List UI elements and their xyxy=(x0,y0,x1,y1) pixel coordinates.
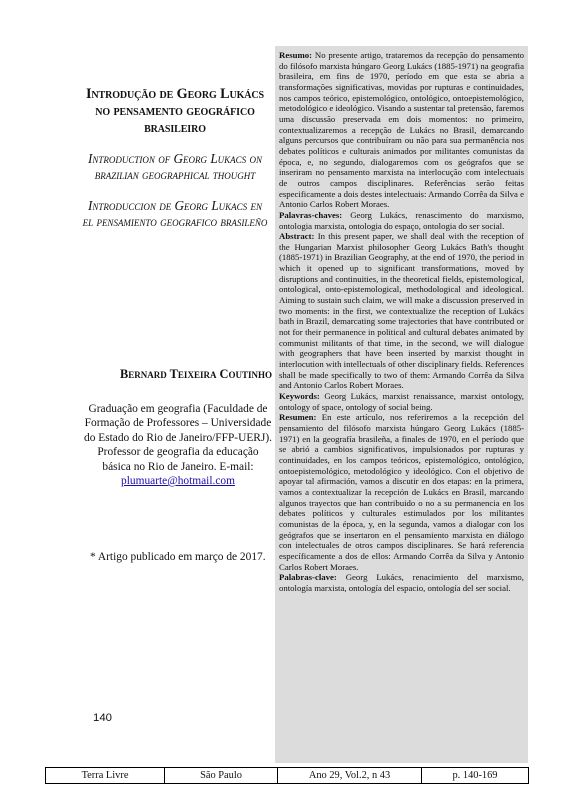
palavras-paragraph xyxy=(279,210,524,231)
palabras-label: Palabras-clave: xyxy=(279,572,337,583)
footer-city: São Paulo xyxy=(165,768,278,783)
keywords-text: Georg Lukács, marxist renaissance, marxist ontology, ontology of space, ontology of social being. xyxy=(279,391,524,412)
footer-journal: Terra Livre xyxy=(46,768,165,783)
palabras-text: Georg Lukács, renacimiento del marxismo, ontología marxista, ontología del espacio, ontología del ser social. xyxy=(279,572,524,593)
page-number: 140 xyxy=(93,712,113,724)
footer-volume: Ano 29, Vol.2, n 43 xyxy=(278,768,422,783)
publication-note: * Artigo publicado em março de 2017. xyxy=(90,551,266,563)
title-english: Introduction of Georg Lukacs on brazilian geographical thought xyxy=(88,151,262,182)
resumo-text: No presente artigo, trataremos da recepção do pensamento do filósofo marxista húngaro Georg Lukács (1885-1971) na geografia brasileira, em fins de 1970, período em que esta se abria a transformações significativas, movidas por rupturas e continuidades, nos campos teórico, epistemológico, ontológico, ontoepistemológico, metodológico e ideológico. Visando a sustentar tal pretensão, faremos uma discussão preservada em dois momentos: no primeiro, contextualizaremos a recepção de Lukács no Brasil, demarcando alguns percursos que contribuíram ou não para sua permanência nos debates políticos e culturais animados por militantes comunistas da época, e, no segundo, dialogaremos com os geógrafos que se inseriram no pensamento marxista na interlocução com intelectuais de outros campos disciplinares. Referências serão feitas especificamente a dois destes intelectuais: Armando Corrêa da Silva e Antonio Carlos Robert Moraes. xyxy=(279,50,524,210)
footer-pages: p. 140-169 xyxy=(452,770,498,781)
resumen-text: En este artículo, nos referiremos a la recepción del pensamiento del filósofo marxista húngaro Georg Lukács (1885-1971) en la geografía brasileña, a finales de 1970, en el período que se abrió a cambios significativos, impulsionados por rupturas y continuidades, en los campos teóricos, epistemológico, ontológico, ontoepistemológico, metodológico y ideológico. Con el objetivo de apoyar tal afirmación, vamos a discutir en dos etapas: en la primera, vamos a contextualizar la recepción de Lukács en Brasil, marcando algunos trayectos que han contribuido o no a su permanencia en los debates políticos y culturales estimulados por los militantes comunistas de la época, y, en la segunda, vamos a dialogar con los geógrafos que se insertaron en el pensamiento marxista en diálogo con intelectuales de otros campos disciplinares. Se hará referencia específicamente a dos de ellos: Armando Corrêa da Silva y Antonio Carlos Robert Moraes. xyxy=(279,412,524,572)
abstract-label: Abstract: xyxy=(279,231,315,242)
resumo-paragraph xyxy=(279,50,524,210)
title-block xyxy=(82,86,268,244)
palabras-paragraph xyxy=(279,572,524,593)
title-spanish: Introduccion de Georg Lukacs en el pensamiento geografico brasileño xyxy=(82,198,268,229)
keywords-paragraph xyxy=(279,391,524,412)
abstract-text: In this present paper, we shall deal with the reception of the Hungarian Marxist philosopher Georg Lukács Bath's thought (1885-1971) in Brazilian Geography, at the end of 1970, the period in which it opened up to significant transformations, moved by disruptions and continuities, in the theoretical fields, epistemological, ontological, onto-epistemological, methodological and ideological. Aiming to sustain such claim, we will make a discussion preserved in two moments: in the first, we contextualize the reception of Lukács bath in Brazil, demarcating some trajectories that have contributed or not for their permanence in political and cultural debates animated by communist militants of that time, in the second, we will dialogue with geographers that have been inserted by marxist thought in interlocution with intellectuals of other disciplinary fields. References shall be made specifically to two of them: Armando Corrêa da Silva and Antonio Carlos Robert Moraes. xyxy=(279,231,525,391)
abstract-paragraph xyxy=(279,231,524,391)
keywords-label: Keywords: xyxy=(279,391,320,401)
email-link[interactable]: plumuarte@hotmail.com xyxy=(121,475,235,488)
footer-table xyxy=(45,767,529,784)
abstract-box xyxy=(275,46,528,763)
palavras-text: Georg Lukács, renascimento do marxismo, ontologia marxista, ontologia do espaço, ontologia do ser social. xyxy=(279,209,524,231)
resumo-label: Resumo: xyxy=(279,50,313,60)
bio-text: Graduação em geografia (Faculdade de Formação de Professores – Universidade do Estado do Rio de Janeiro/FFP-UERJ). Professor de geografia da educação básica no Rio de Janeiro. E-mail: xyxy=(84,403,272,473)
title-portuguese: Introdução de Georg Lukács no pensamento geográfico brasileiro xyxy=(86,86,264,136)
resumen-paragraph xyxy=(279,412,524,572)
author-bio xyxy=(84,402,272,488)
resumen-label: Resumen: xyxy=(279,412,317,423)
palavras-label: Palavras-chaves: xyxy=(279,209,343,220)
author-name: Bernard Teixeira Coutinho xyxy=(120,367,272,381)
